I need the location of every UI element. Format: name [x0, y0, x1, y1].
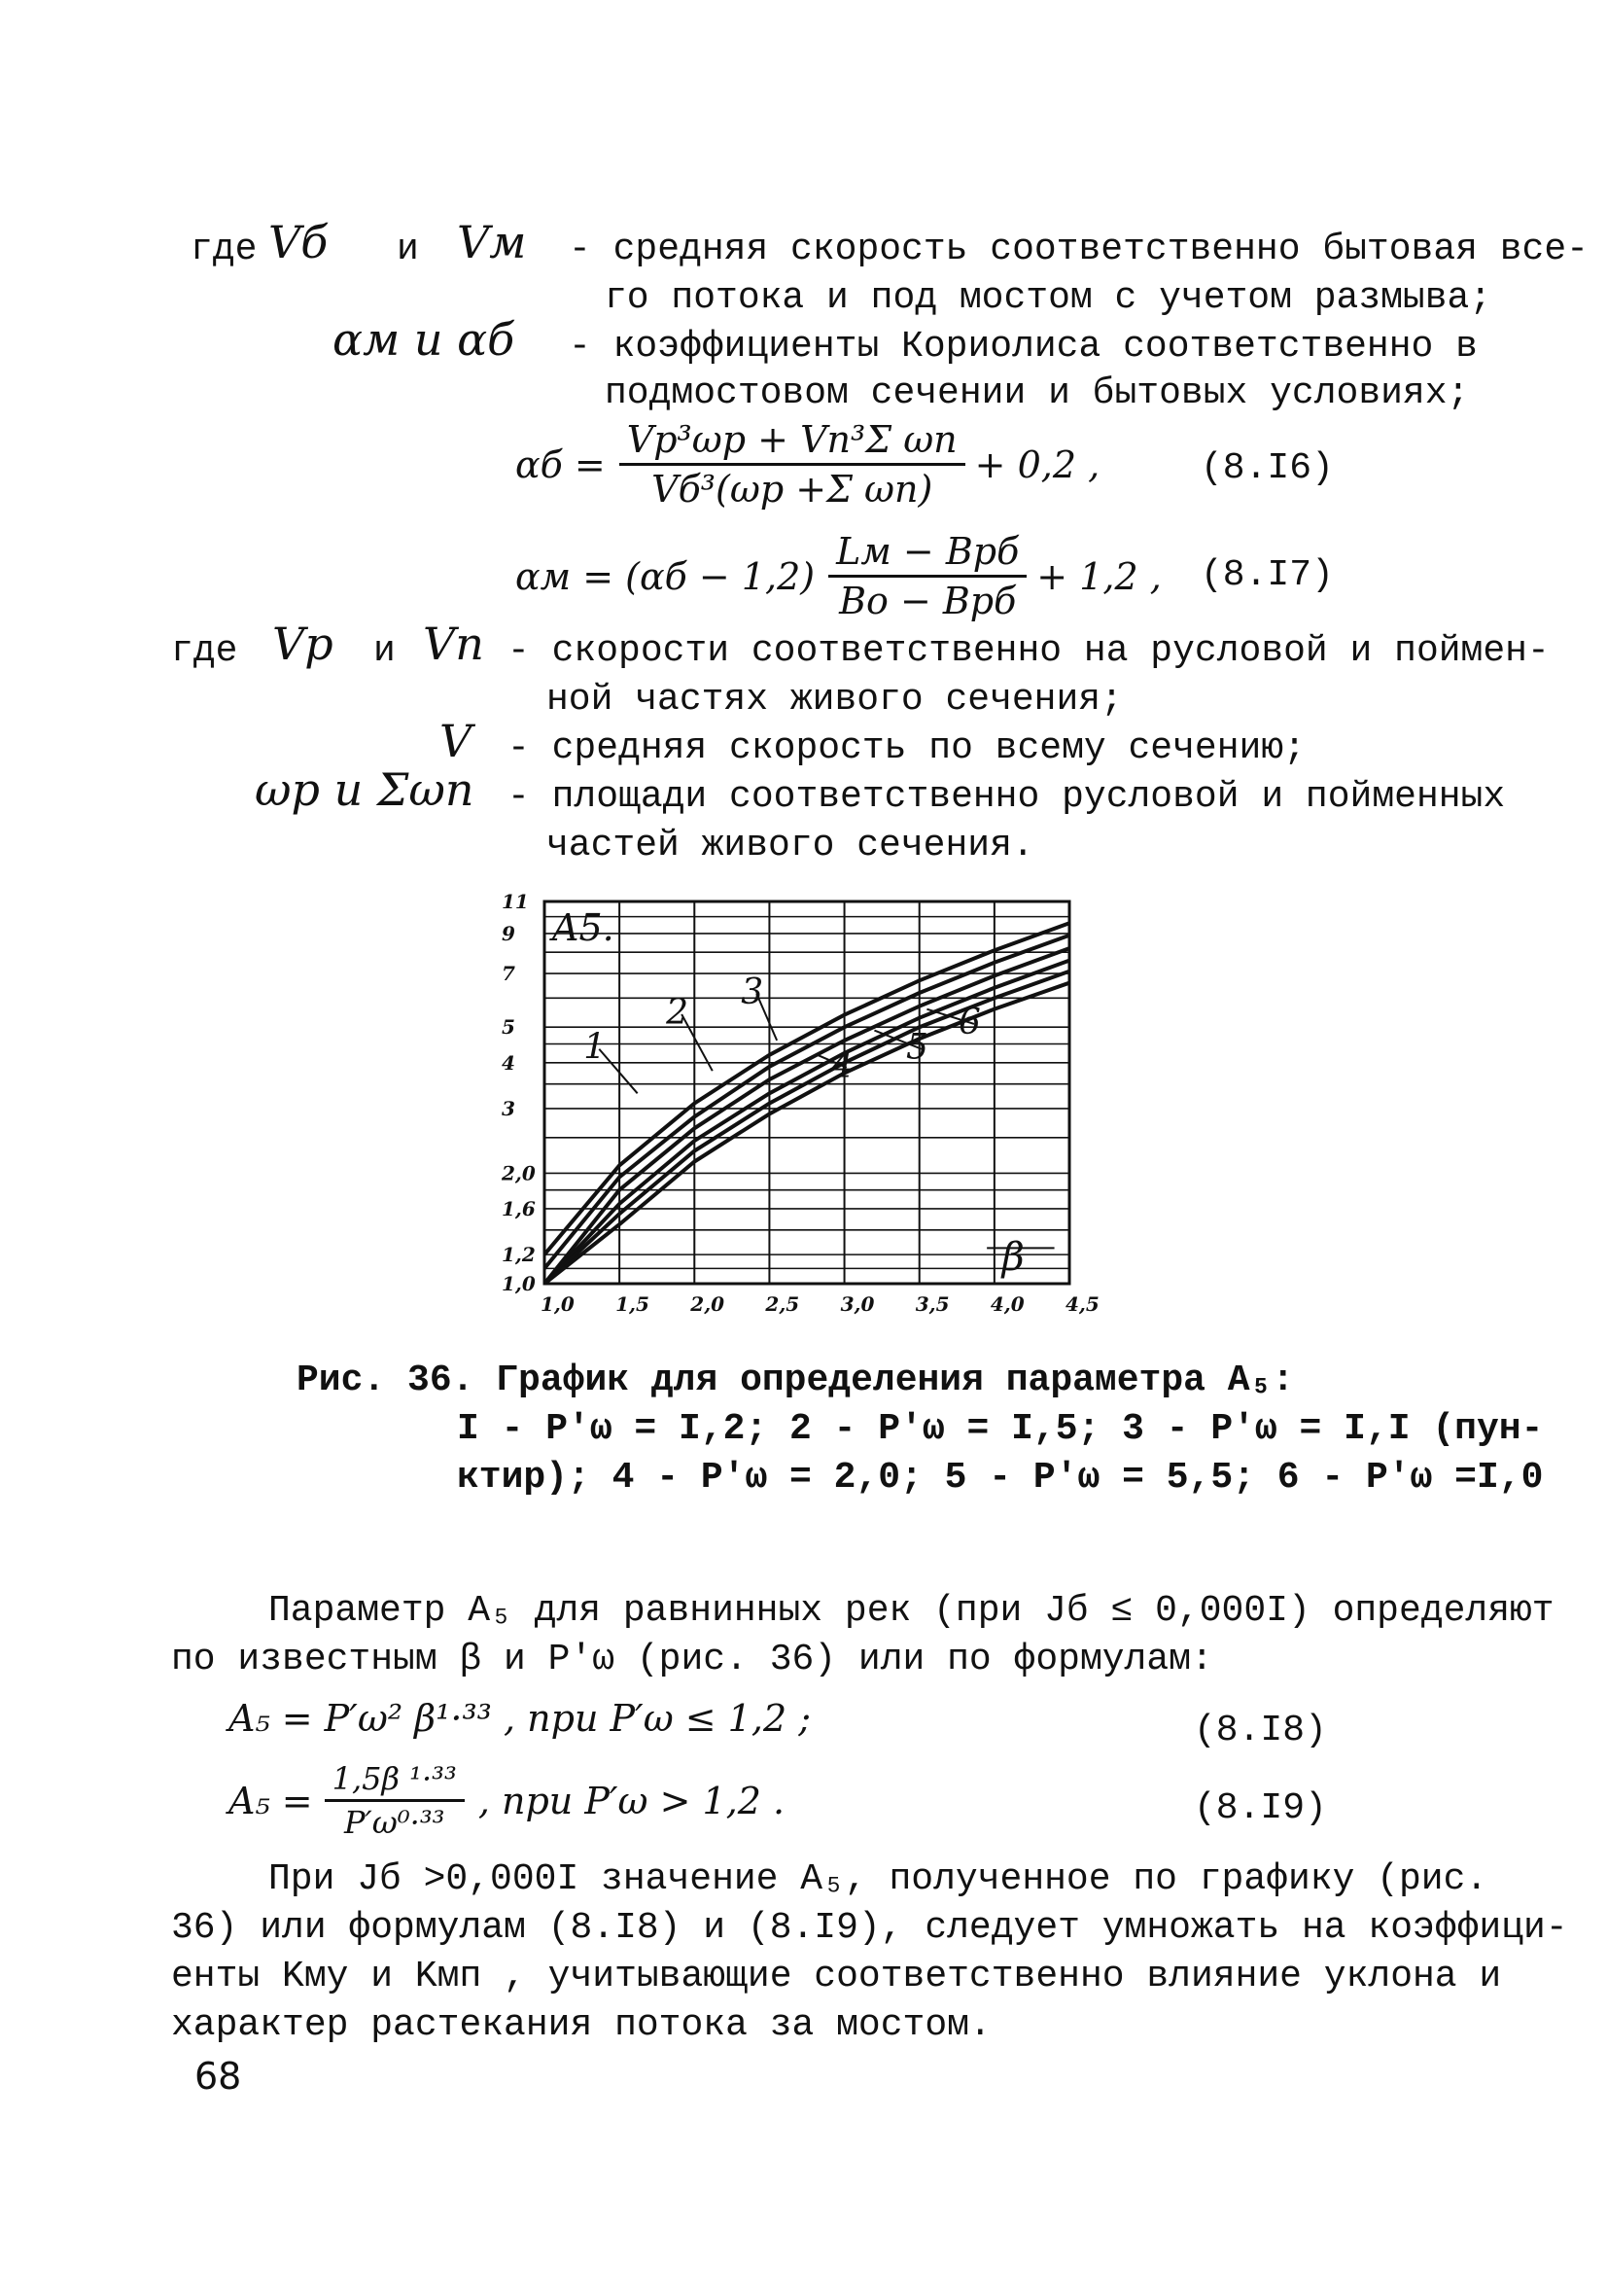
- formula-8-19-denominator: P′ω⁰·³³: [343, 1804, 445, 1841]
- def-vb-vm-line1: - средняя скорость соответственно бытовая все-: [569, 229, 1589, 270]
- curve-6: [544, 983, 1069, 1284]
- y-tick-label: 1,0: [502, 1272, 536, 1295]
- def-alpha-line1: - коэффициенты Кориолиса соответственно в: [569, 326, 1478, 368]
- formula-8-17: [515, 530, 1162, 622]
- y-tick-label: 2,0: [502, 1161, 536, 1185]
- curve-2: [544, 936, 1069, 1269]
- x-tick-label: 3,0: [840, 1292, 875, 1316]
- y-tick-label: 1,6: [502, 1196, 536, 1220]
- y-tick-label: 5: [502, 1015, 515, 1040]
- curve-label: 4: [830, 1045, 854, 1086]
- def-omega-line1: - площади соответственно русловой и пойменных: [507, 776, 1506, 818]
- equation-number-8-18: (8.I8): [1194, 1710, 1327, 1751]
- y-tick-label: 1,2: [502, 1243, 536, 1267]
- figure-caption-line1: Рис. 36. График для определения параметра A₅:: [297, 1360, 1295, 1401]
- formula-8-16-numerator: Vр³ωр + Vп³Σ ωп: [619, 418, 965, 466]
- curve-5: [544, 971, 1069, 1284]
- y-tick-label: 7: [502, 962, 515, 986]
- y-tick-label: 11: [502, 890, 529, 913]
- figure-caption-line3: ктир); 4 - P′ω = 2,0; 5 - P′ω = 5,5; 6 - P′ω =I,0: [457, 1457, 1544, 1499]
- and-label-2: и: [373, 630, 396, 672]
- formula-8-19-lhs: A₅ =: [228, 1779, 313, 1822]
- symbol-vr: Vр: [272, 618, 333, 670]
- def-v: - средняя скорость по всему сечению;: [507, 727, 1306, 769]
- paragraph-2-line2: 36) или формулам (8.I8) и (8.I9), следует умножать на коэффици-: [171, 1907, 1568, 1949]
- y-tick-label: 9: [502, 921, 515, 945]
- symbol-vp: Vп: [423, 618, 484, 670]
- formula-8-17-denominator: Bо − Bрб: [839, 580, 1017, 622]
- x-tick-label: 2,5: [765, 1292, 800, 1316]
- x-tick-label: 4,5: [1066, 1292, 1100, 1316]
- paragraph-1-line1: Параметр A₅ для равнинных рек (при Jб ≤ 0,000I) определяют: [268, 1590, 1555, 1632]
- curve-label: 5: [906, 1027, 928, 1068]
- x-tick-label: 1,0: [541, 1292, 575, 1316]
- formula-8-16-tail: + 0,2 ,: [974, 442, 1100, 486]
- where-label-1: где: [191, 229, 258, 270]
- paragraph-1-line2: по известным β и P′ω (рис. 36) или по формулам:: [171, 1639, 1213, 1680]
- formula-8-17-numerator: Lм − Bрб: [828, 530, 1027, 578]
- formula-8-19: [228, 1760, 785, 1841]
- x-tick-label: 4,0: [990, 1292, 1025, 1316]
- chart-a5: [486, 890, 1108, 1323]
- where-label-2: где: [171, 630, 238, 672]
- symbol-alpha: αм и αб: [332, 313, 515, 366]
- paragraph-2-line4: характер растекания потока за мостом.: [171, 2004, 992, 2046]
- paragraph-2-line1: При Jб >0,000I значение A₅, полученное по графику (рис.: [268, 1858, 1488, 1900]
- x-tick-label: 2,0: [690, 1292, 725, 1316]
- formula-8-17-lhs: αм = (αб − 1,2): [515, 554, 816, 598]
- curve-label: 2: [666, 992, 689, 1033]
- and-label-1: и: [397, 229, 419, 270]
- formula-8-18: A₅ = P′ω² β¹·³³ , при P′ω ≤ 1,2 ;: [228, 1697, 812, 1740]
- formula-8-16-lhs: αб =: [515, 442, 606, 486]
- y-tick-label: 4: [502, 1050, 515, 1075]
- y-axis-label: A5.: [552, 906, 614, 949]
- paragraph-2-line3: енты Kму и Kмп , учитывающие соответственно влияние уклона и: [171, 1956, 1502, 1997]
- x-tick-label: 1,5: [615, 1292, 649, 1316]
- page-number: 68: [194, 2055, 242, 2098]
- x-axis-label: β: [1001, 1235, 1025, 1281]
- symbol-vm: Vм: [457, 216, 527, 268]
- equation-number-8-17: (8.I7): [1201, 554, 1334, 596]
- def-vb-vm-line2: го потока и под мостом с учетом размыва;: [605, 277, 1492, 319]
- formula-8-19-tail: , при P′ω > 1,2 .: [477, 1779, 786, 1822]
- def-vr-vp-line2: ной частях живого сечения;: [546, 679, 1123, 721]
- formula-8-16-denominator: Vб³(ωр +Σ ωп): [651, 468, 933, 511]
- def-omega-line2: частей живого сечения.: [546, 825, 1034, 866]
- figure-caption-line2: I - P′ω = I,2; 2 - P′ω = I,5; 3 - P′ω = I,I (пун-: [457, 1408, 1544, 1450]
- formula-8-16: [515, 418, 1100, 511]
- symbol-vb: Vб: [268, 216, 329, 268]
- formula-8-17-tail: + 1,2 ,: [1036, 554, 1162, 598]
- curve-label: 6: [959, 1002, 981, 1042]
- curve-label: 1: [583, 1027, 607, 1068]
- symbol-omega: ωр и Σωп: [255, 763, 474, 816]
- symbol-v: V: [439, 715, 472, 767]
- formula-8-16-fraction: [619, 418, 965, 511]
- formula-8-19-numerator: 1,5β ¹·³³: [325, 1760, 465, 1802]
- equation-number-8-16: (8.I6): [1201, 447, 1334, 489]
- y-tick-label: 3: [502, 1096, 515, 1120]
- x-tick-label: 3,5: [915, 1292, 950, 1316]
- curve-label: 3: [741, 971, 764, 1012]
- equation-number-8-19: (8.I9): [1194, 1787, 1327, 1829]
- def-vr-vp-line1: - скорости соответственно на русловой и поймен-: [507, 630, 1550, 672]
- def-alpha-line2: подмостовом сечении и бытовых условиях;: [605, 372, 1470, 414]
- formula-8-19-fraction: [325, 1760, 465, 1841]
- formula-8-17-fraction: [828, 530, 1027, 622]
